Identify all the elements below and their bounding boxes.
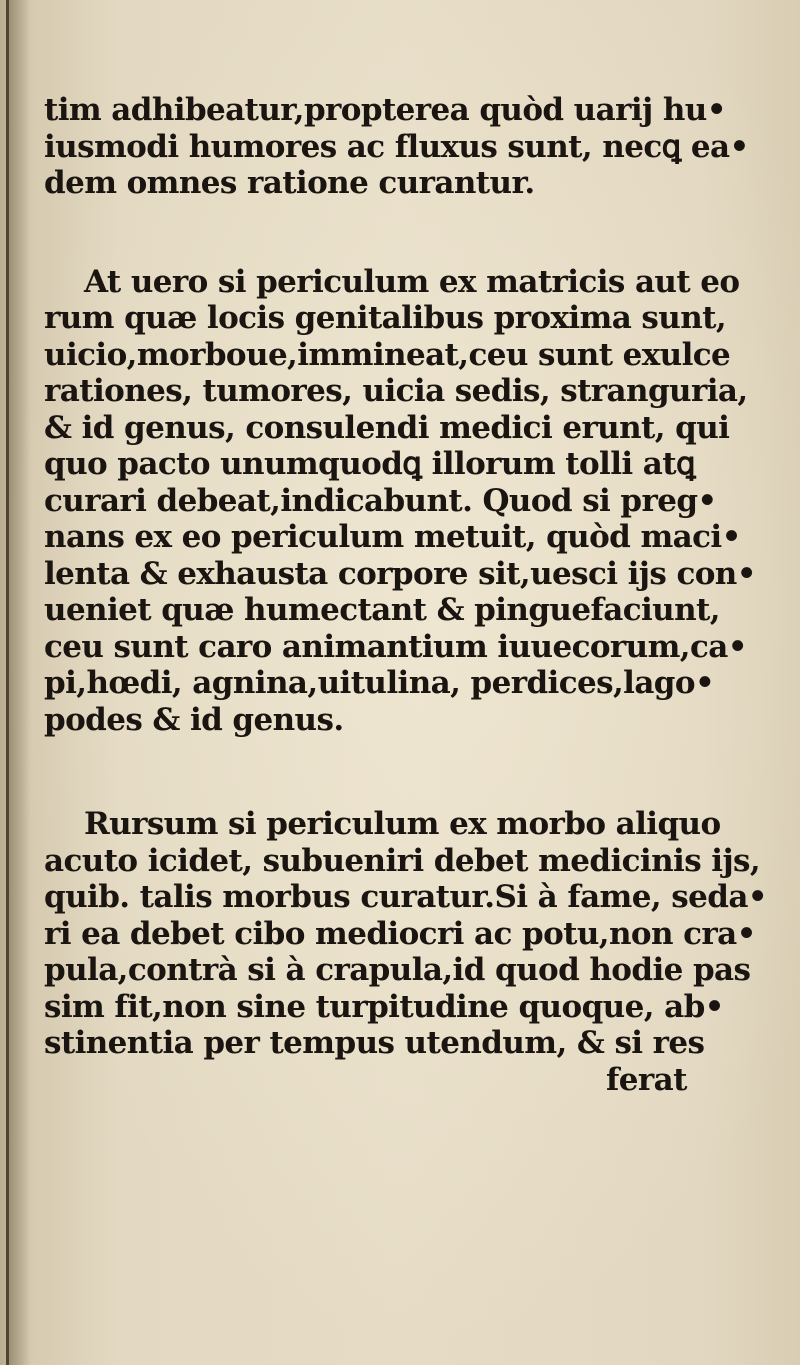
text-line: rum quæ locis genitalibus proxima sunt, — [44, 300, 727, 336]
text-line: curari debeat,indicabunt. Quod si preg• — [44, 482, 717, 519]
text-line: stinentia per tempus utendum, & si res — [44, 1025, 705, 1061]
text-line: tim adhibeatur,propterea quòd uarij hu• — [44, 92, 726, 128]
text-line: uicio,morboue,immineat,ceu sunt exulce — [44, 336, 731, 373]
paragraph-1 — [44, 92, 749, 202]
text-line: Rursum si periculum ex morbo aliquo — [84, 806, 721, 842]
body-text — [44, 92, 768, 1098]
text-line: ri ea debet cibo mediocri ac potu,non cra• — [44, 915, 756, 952]
text-line: dem omnes ratione curantur. — [44, 165, 535, 201]
text-line: lenta & exhausta corpore sit,uesci ijs con• — [44, 555, 756, 592]
text-line: pula,contrà si à crapula,id quod hodie pas — [44, 952, 751, 988]
text-line: At uero si periculum ex matricis aut eo — [84, 263, 740, 300]
catchword: ferat — [606, 1061, 687, 1098]
text-line: rationes, tumores, uicia sedis, stranguria, — [44, 373, 748, 409]
text-line: iusmodi humores ac fluxus sunt, necꝗ ea• — [44, 128, 749, 165]
text-line: quo pacto unumquodꝗ illorum tolli atꝗ — [44, 446, 696, 482]
gutter-shadow — [9, 0, 31, 1365]
text-line: ueniet quæ humectant & pinguefaciunt, — [44, 592, 720, 628]
text-line: acuto icidet, subueniri debet medicinis ijs, — [44, 842, 761, 879]
paragraph-3 — [44, 806, 768, 1062]
text-line: ceu sunt caro animantium iuuecorum,ca• — [44, 628, 747, 665]
text-line: sim fit,non sine turpitudine quoque, ab• — [44, 988, 724, 1025]
paragraph-2 — [44, 263, 756, 739]
text-line: quib. talis morbus curatur.Si à fame, seda• — [44, 879, 768, 915]
text-line: & id genus, consulendi medici erunt, qui — [44, 409, 730, 446]
text-line: nans ex eo periculum metuit, quòd maci• — [44, 519, 741, 555]
text-line: podes & id genus. — [44, 701, 344, 738]
text-line: pi,hœdi, agnina,uitulina, perdices,lago• — [44, 665, 715, 701]
